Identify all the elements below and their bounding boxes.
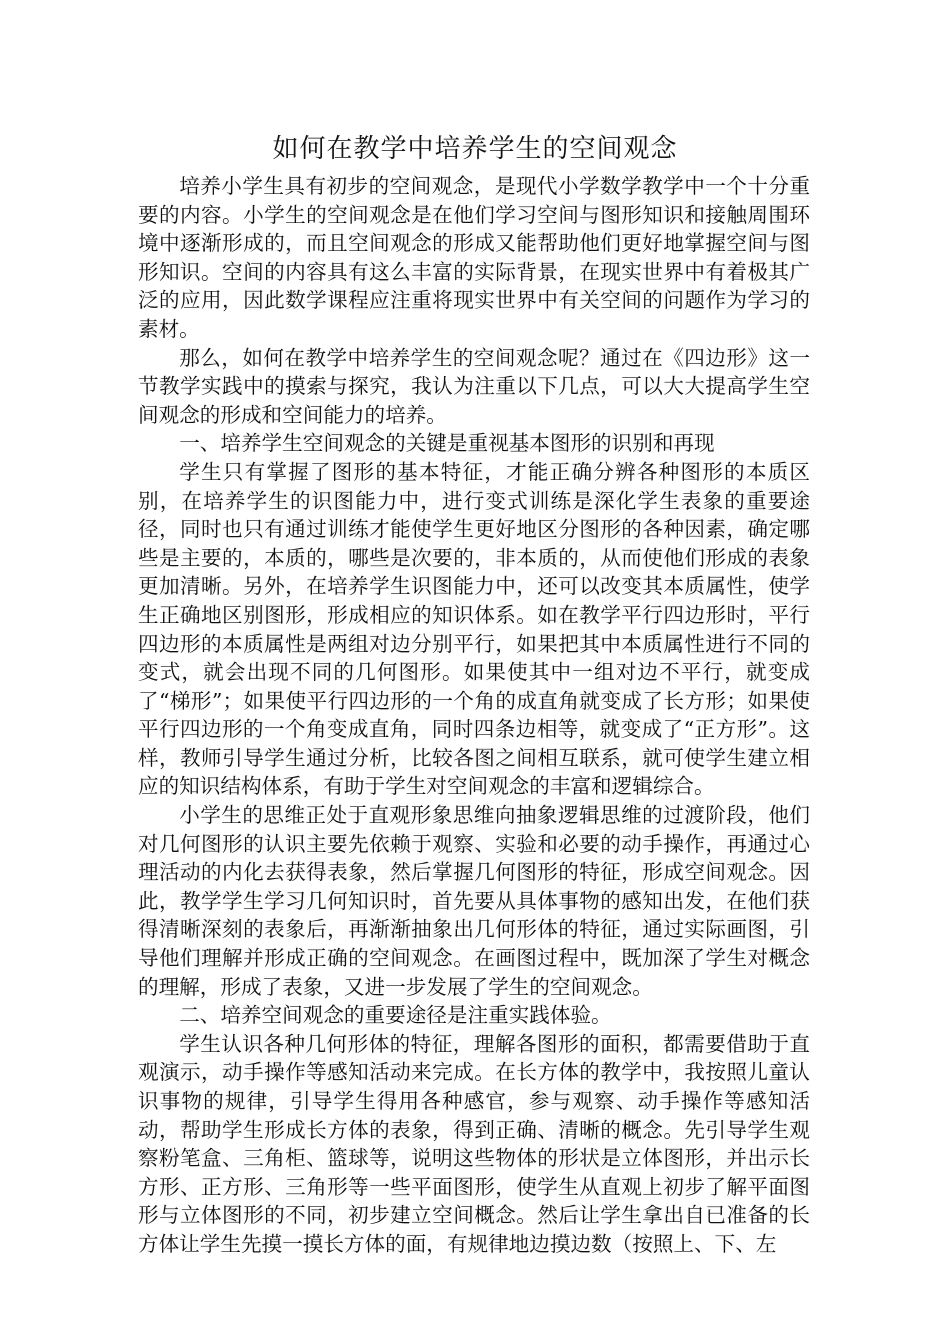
paragraph: 学生只有掌握了图形的基本特征，才能正确分辨各种图形的本质区别，在培养学生的识图能力中，进行变式训练是深化学生表象的重要途径，同时也只有通过训练才能使学生更好地区分图形的各种因素，确定哪些是主要的，本质的，哪些是次要的，非本质的，从而使他们形成的表象更加清晰。另外，在培养学生识图能力中，还可以改变其本质属性，使学生正确地区别图形，形成相应的知识体系。如在教学平行四边形时，平行四边形的本质属性是两组对边分别平行，如果把其中本质属性进行不同的变式，就会出现不同的几何图形。如果使其中一组对边不平行，就变成了“梯形”；如果使平行四边形的一个角的成直角就变成了长方形；如果使平行四边形的一个角变成直角，同时四条边相等，就变成了“正方形”。这样，教师引导学生通过分析，比较各图之间相互联系，就可使学生建立相应的知识结构体系，有助于学生对空间观念的丰富和逻辑综合。 — [138, 459, 810, 799]
section-heading: 一、培养学生空间观念的关键是重视基本图形的识别和再现 — [179, 431, 715, 456]
document-title: 如何在教学中培养学生的空间观念 — [272, 134, 678, 164]
document-body — [138, 172, 810, 1259]
paragraph: 小学生的思维正处于直观形象思维向抽象逻辑思维的过渡阶段，他们对几何图形的认识主要先依赖于观察、实验和必要的动手操作，再通过心理活动的内化去获得表象，然后掌握几何图形的特征，形成空间观念。因此，教学学生学习几何知识时，首先要从具体事物的感知出发，在他们获得清晰深刻的表象后，再渐渐抽象出几何形体的特征，通过实际画图，引导他们理解并形成正确的空间观念。在画图过程中，既加深了学生对概念的理解，形成了表象，又进一步发展了学生的空间观念。 — [138, 803, 810, 999]
paragraph: 培养小学生具有初步的空间观念，是现代小学数学教学中一个十分重要的内容。小学生的空间观念是在他们学习空间与图形知识和接触周围环境中逐渐形成的，而且空间观念的形成又能帮助他们更好地掌握空间与图形知识。空间的内容具有这么丰富的实际背景，在现实世界中有着极其广泛的应用，因此数学课程应注重将现实世界中有关空间的问题作为学习的素材。 — [138, 174, 810, 341]
paragraph: 那么，如何在教学中培养学生的空间观念呢？通过在《四边形》这一节教学实践中的摸索与探究，我认为注重以下几点，可以大大提高学生空间观念的形成和空间能力的培养。 — [138, 345, 810, 427]
paragraph: 学生认识各种几何形体的特征，理解各图形的面积，都需要借助于直观演示，动手操作等感知活动来完成。在长方体的教学中，我按照儿童认识事物的规律，引导学生得用各种感官，参与观察、动手操作等感知活动，帮助学生形成长方体的表象，得到正确、清晰的概念。先引导学生观察粉笔盒、三角柜、篮球等，说明这些物体的形状是立体图形，并出示长方形、正方形、三角形等一些平面图形，使学生从直观上初步了解平面图形与立体图形的不同，初步建立空间概念。然后让学生拿出自已准备的长方体让学生先摸一摸长方体的面，有规律地边摸边数（按照上、下、左 — [138, 1031, 810, 1256]
section-heading: 二、培养空间观念的重要途径是注重实践体验。 — [179, 1003, 612, 1028]
